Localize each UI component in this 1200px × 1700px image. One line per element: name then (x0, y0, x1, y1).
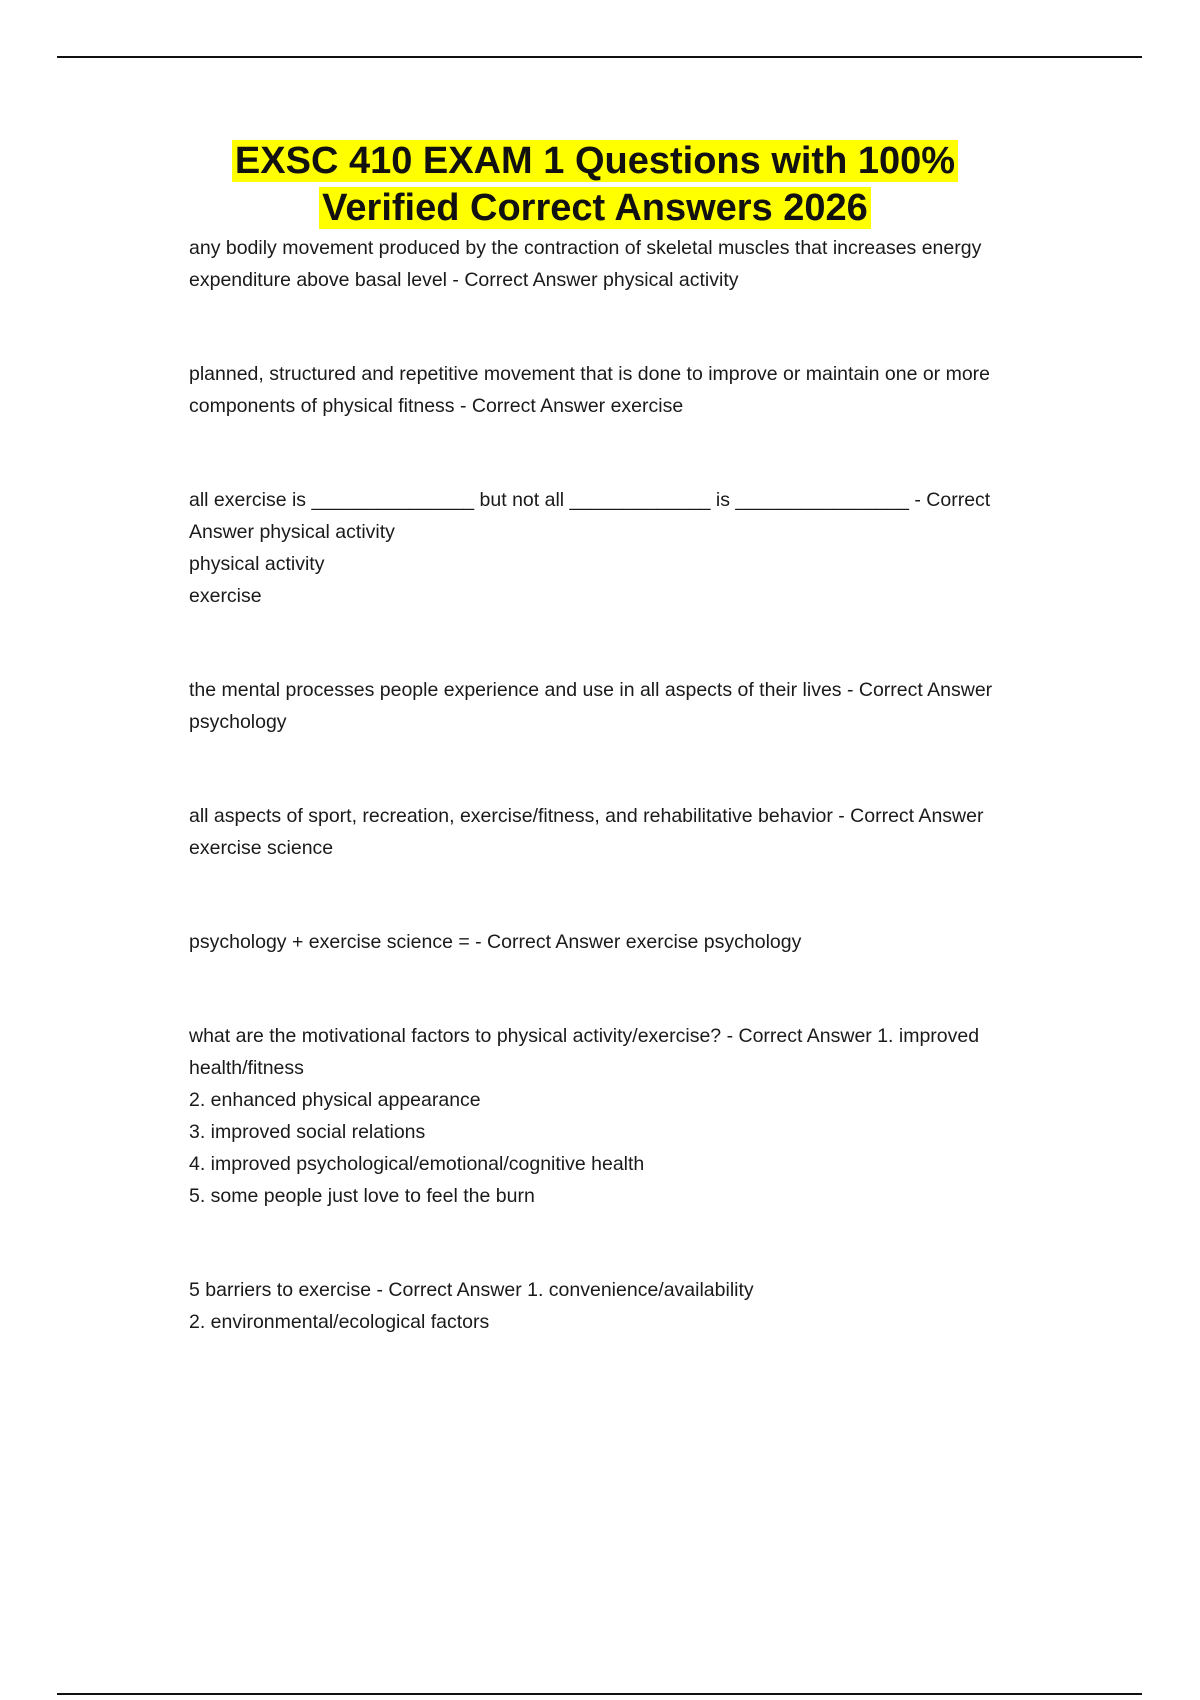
qa-text: any bodily movement produced by the contraction of skeletal muscles that increases energy expenditure above basal level - Correct Answer physical activity (189, 237, 982, 291)
top-rule (57, 56, 1142, 58)
title-line-2: Verified Correct Answers 2026 (319, 187, 871, 229)
qa-answer-line: 2. environmental/ecological factors (189, 1311, 490, 1333)
qa-item (189, 484, 1049, 612)
qa-item (189, 358, 1049, 422)
qa-text: all aspects of sport, recreation, exercise/fitness, and rehabilitative behavior - Correct Answer exercise science (189, 805, 984, 859)
qa-answer-line: exercise (189, 585, 262, 607)
qa-answer-line: 5. some people just love to feel the burn (189, 1185, 535, 1207)
bottom-rule (57, 1693, 1142, 1695)
qa-item (189, 926, 1049, 958)
qa-text: the mental processes people experience and use in all aspects of their lives - Correct Answer psychology (189, 679, 993, 733)
qa-text: psychology + exercise science = - Correct Answer exercise psychology (189, 931, 802, 953)
document-body (189, 232, 1049, 1338)
qa-text: planned, structured and repetitive movement that is done to improve or maintain one or more components of physical fitness - Correct Answer exercise (189, 363, 991, 417)
qa-text: all exercise is _______________ but not all _____________ is ________________ - Correct Answer physical activity (189, 489, 991, 543)
qa-item (189, 1274, 1049, 1338)
qa-answer-line: physical activity (189, 553, 325, 575)
qa-item (189, 674, 1049, 738)
qa-item (189, 232, 1049, 296)
qa-answer-line: 2. enhanced physical appearance (189, 1089, 481, 1111)
qa-item (189, 800, 1049, 864)
qa-item (189, 1020, 1049, 1212)
document-title (150, 138, 1040, 232)
qa-text: 5 barriers to exercise - Correct Answer 1. convenience/availability (189, 1279, 754, 1301)
qa-answer-line: 3. improved social relations (189, 1121, 426, 1143)
qa-text: what are the motivational factors to physical activity/exercise? - Correct Answer 1. improved health/fitness (189, 1025, 980, 1079)
title-line-1: EXSC 410 EXAM 1 Questions with 100% (232, 140, 958, 182)
qa-answer-line: 4. improved psychological/emotional/cognitive health (189, 1153, 645, 1175)
